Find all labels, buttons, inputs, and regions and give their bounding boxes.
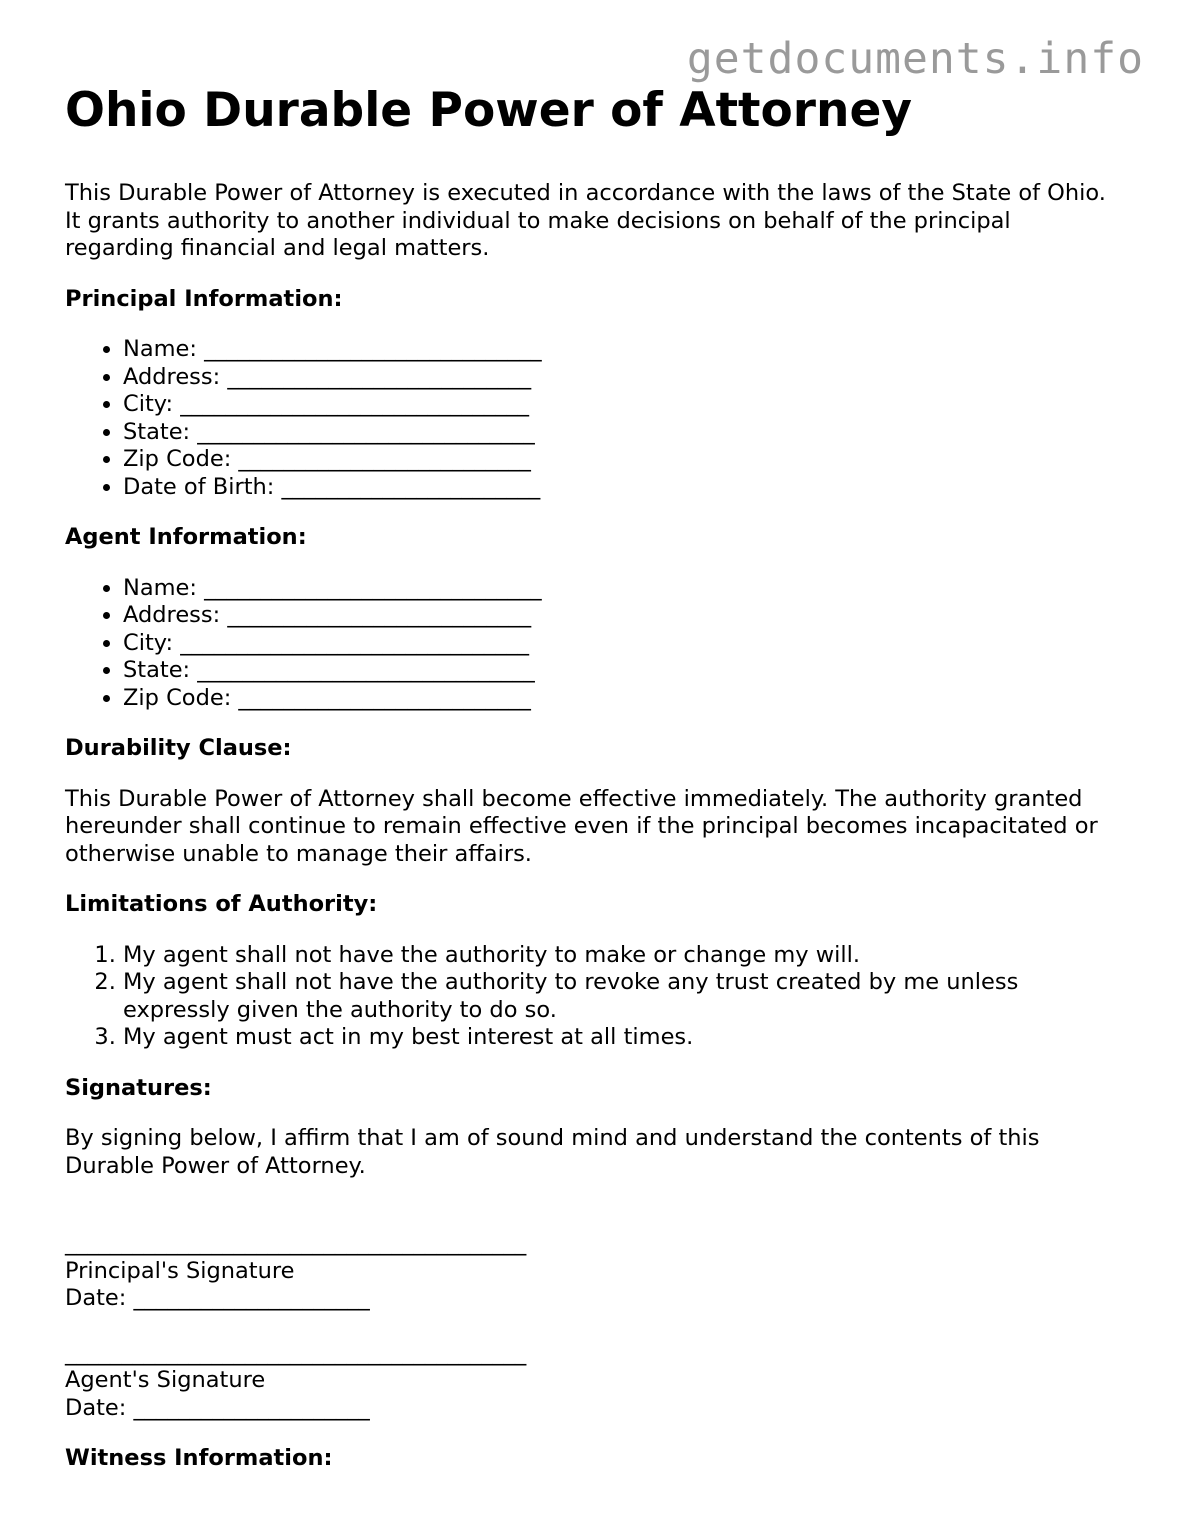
agent-state-field: • State: ______________________________ [123, 657, 1125, 685]
agent-signature-block [65, 1340, 1125, 1423]
principal-date-field: Date: _____________________ [65, 1285, 370, 1311]
principal-signature-line: _________________________________________ [65, 1230, 527, 1256]
limitations-heading: Limitations of Authority: [65, 891, 378, 917]
principal-signature-label: Principal's Signature [65, 1257, 295, 1284]
intro-paragraph: This Durable Power of Attorney is executed in accordance with the laws of the State of Ohio. It grants authority to another individual to make decisions on behalf of the principal regarding financial and legal matters. [65, 180, 1106, 261]
limitation-item: 1. My agent shall not have the authority to make or change my will. [123, 942, 1125, 970]
signatures-heading: Signatures: [65, 1074, 212, 1101]
principal-name-field: • Name: ______________________________ [123, 336, 1125, 364]
watermark: getdocuments.info [686, 34, 1144, 84]
document-title: Ohio Durable Power of Attorney [65, 83, 912, 138]
principal-state-field: • State: ______________________________ [123, 419, 1125, 447]
principal-address-field: • Address: ___________________________ [123, 364, 1125, 392]
agent-city-field: • City: _______________________________ [123, 630, 1125, 658]
document-body [65, 84, 1125, 1496]
limitations-list [65, 942, 1125, 1052]
agent-fields-list [65, 575, 1125, 713]
principal-zip-field: • Zip Code: __________________________ [123, 446, 1125, 474]
principal-signature-block [65, 1230, 1125, 1313]
principal-dob-field: • Date of Birth: _______________________ [123, 474, 1125, 502]
principal-city-field: • City: _______________________________ [123, 391, 1125, 419]
spacer [65, 1313, 1125, 1340]
agent-signature-label: Agent's Signature [65, 1367, 266, 1393]
spacer [65, 1422, 1125, 1445]
spacer [65, 1203, 1125, 1230]
agent-zip-field: • Zip Code: __________________________ [123, 685, 1125, 713]
agent-name-field: • Name: ______________________________ [123, 575, 1125, 603]
durability-heading: Durability Clause: [65, 735, 292, 761]
principal-fields-list [65, 336, 1125, 501]
agent-address-field: • Address: ___________________________ [123, 602, 1125, 630]
signatures-paragraph: By signing below, I affirm that I am of sound mind and understand the contents of this Durable Power of Attorney. [65, 1125, 1040, 1179]
durability-paragraph: This Durable Power of Attorney shall become effective immediately. The authority granted hereunder shall continue to remain effective even if the principal becomes incapacitated or otherwise unable to manage their affairs. [65, 785, 1098, 867]
agent-heading: Agent Information: [65, 524, 307, 550]
witness-heading: Witness Information: [65, 1445, 333, 1471]
limitation-item: 2. My agent shall not have the authority to revoke any trust created by me unless expressly given the authority to do so. [123, 969, 1125, 1024]
agent-signature-line: _________________________________________ [65, 1339, 527, 1366]
agent-date-field: Date: _____________________ [65, 1394, 370, 1421]
limitation-item: 3. My agent must act in my best interest at all times. [123, 1024, 1125, 1052]
principal-heading: Principal Information: [65, 285, 343, 312]
